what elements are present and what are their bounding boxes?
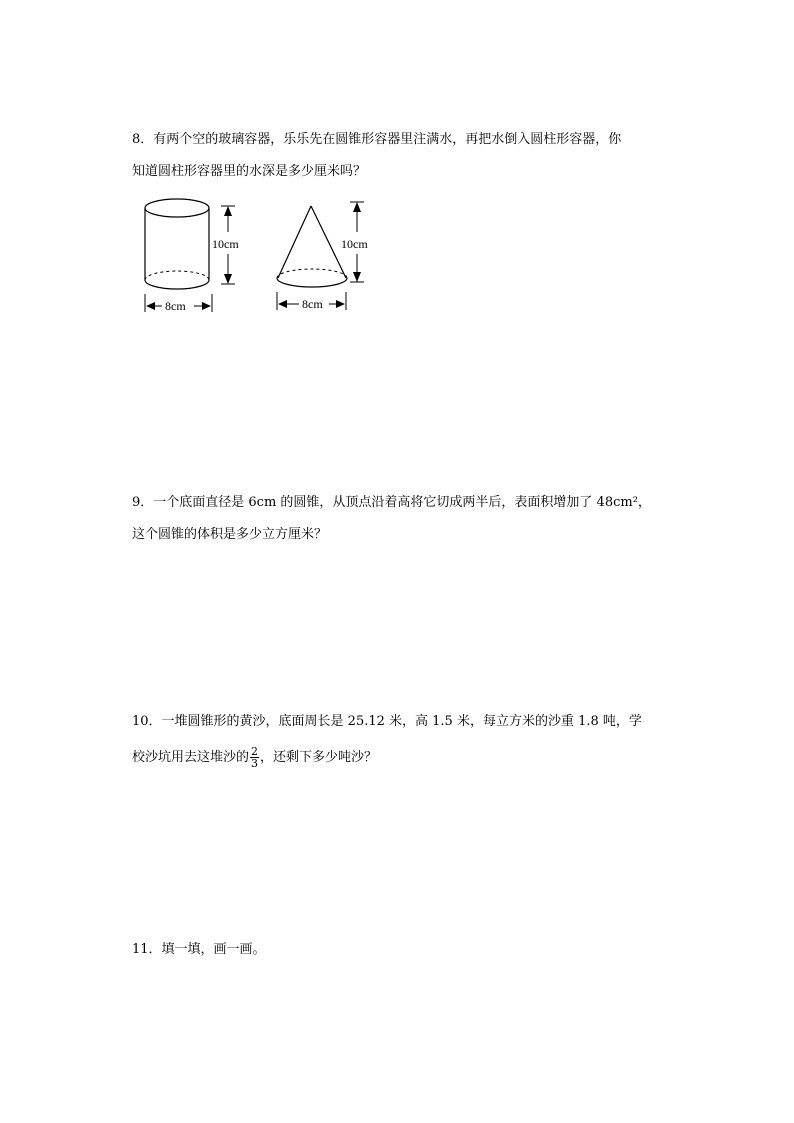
question-8 — [132, 124, 672, 188]
question-9-line-2: 这个圆锥的体积是多少立方厘米？ — [132, 527, 328, 542]
question-10-line-2-before: 校沙坑用去这堆沙的 — [132, 750, 250, 765]
question-11-line-1: 11．填一填，画一画。 — [132, 942, 266, 957]
question-10 — [132, 706, 672, 778]
cone-height-label: 10cm — [341, 237, 368, 251]
cone-figure — [277, 202, 368, 311]
question-9-line-1: 9．一个底面直径是 6cm 的圆锥，从顶点沿着高将它切成两半后，表面积增加了 48cm²， — [132, 495, 651, 510]
question-10-line-1: 10．一堆圆锥形的黄沙，底面周长是 25.12 米，高 1.5 米，每立方米的沙重 1.8 吨，学 — [132, 714, 642, 729]
fraction-two-thirds — [250, 746, 259, 769]
fraction-denominator: 3 — [251, 757, 259, 770]
question-8-line-2: 知道圆柱形容器里的水深是多少厘米吗？ — [132, 164, 367, 179]
question-9 — [132, 487, 672, 551]
fraction-numerator: 2 — [251, 745, 259, 758]
question-10-line-2 — [132, 738, 672, 778]
cylinder-figure — [145, 199, 239, 313]
cone-diameter-label: 8cm — [302, 297, 323, 311]
question-10-line-2-after: ，还剩下多少吨沙？ — [260, 750, 378, 765]
question-8-figure — [136, 190, 376, 320]
cylinder-height-label: 10cm — [212, 237, 239, 251]
cylinder-diameter-label: 8cm — [165, 299, 186, 313]
question-8-line-1: 8．有两个空的玻璃容器，乐乐先在圆锥形容器里注满水，再把水倒入圆柱形容器，你 — [132, 132, 622, 147]
question-11 — [132, 934, 672, 966]
